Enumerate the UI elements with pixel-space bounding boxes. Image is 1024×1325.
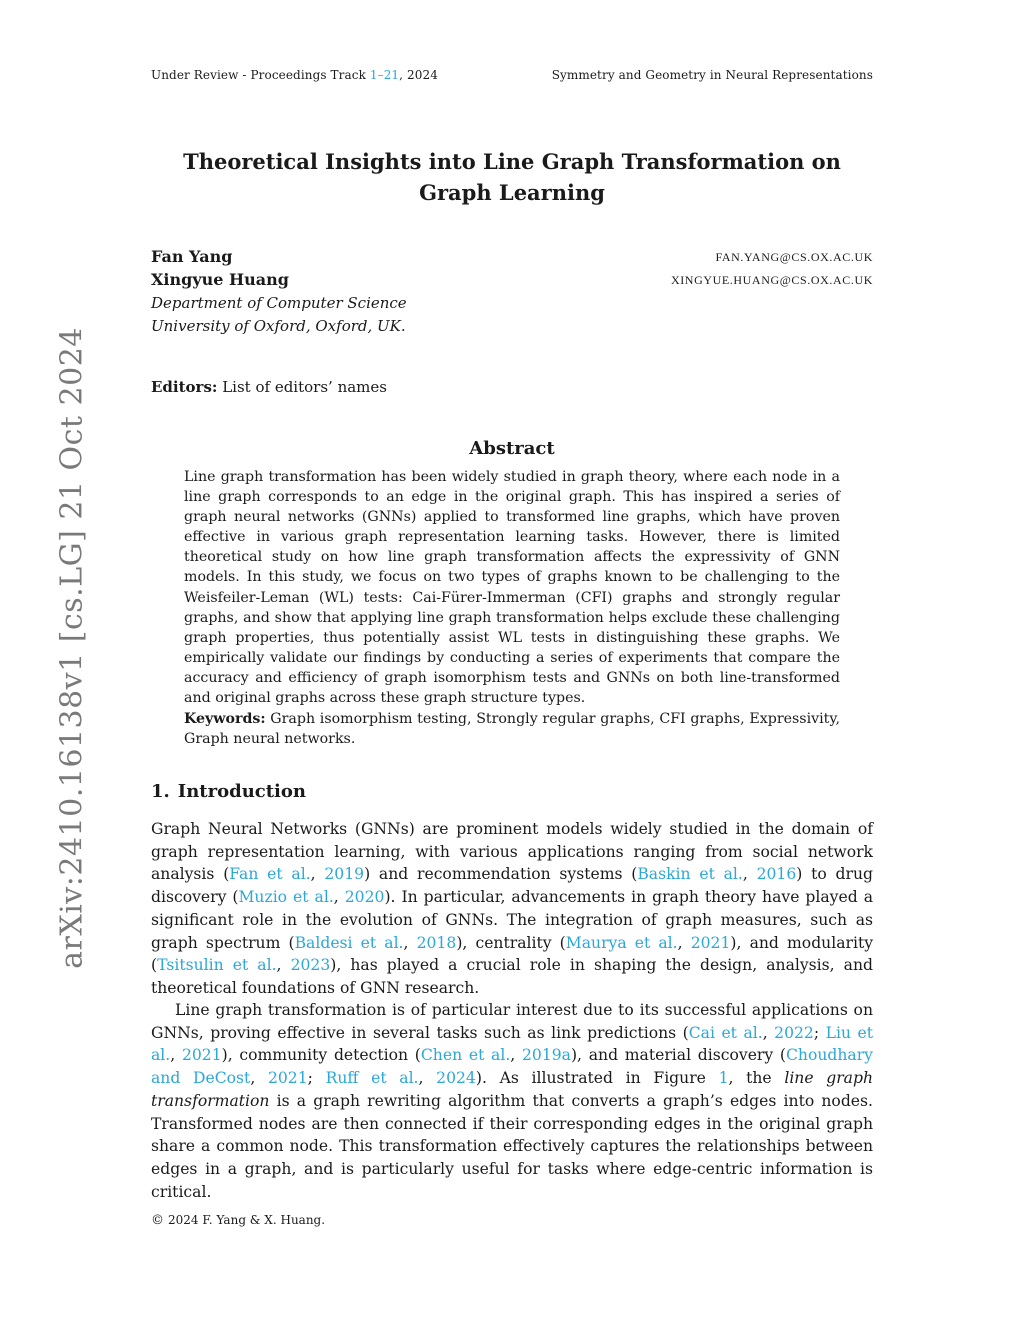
citation-link[interactable]: 2019a: [521, 1046, 571, 1065]
author-email[interactable]: FAN.YANG@CS.OX.AC.UK: [715, 250, 873, 264]
section-title: Introduction: [177, 781, 306, 802]
intro-paragraph-1: Graph Neural Networks (GNNs) are prominent models widely studied in the domain of graph representation learning, with various applications ranging from social network analysis (Fan et al., 2019) and recommendation systems (Baskin et al., 2016) to drug discovery (Muzio et al., 2020). In particular, advancements in graph theory have played a significant role in the evolution of GNNs. The integration of graph measures, such as graph spectrum (Baldesi et al., 2018), centrality (Maurya et al., 2021), and modularity (Tsitsulin et al., 2023), has played a crucial role in shaping the design, analysis, and theoretical foundations of GNN research.: [151, 820, 874, 997]
affiliation-university: University of Oxford, Oxford, UK.: [151, 317, 406, 335]
citation-link[interactable]: Ruff et al.: [325, 1069, 419, 1088]
paper-title: [151, 146, 873, 208]
copyright-footer: [151, 1213, 325, 1228]
affiliation-department: Department of Computer Science: [151, 294, 407, 312]
abstract-text: Line graph transformation has been widely studied in graph theory, where each node in a line graph corresponds to an edge in the original graph. This has inspired a series of graph neural networks (GNNs) applied to transformed line graphs, which have proven effective in various graph representation learning tasks. However, there is limited theoretical study on how line graph transformation affects the expressivity of GNN models. In this study, we focus on two types of graphs known to be challenging to the Weisfeiler-Leman (WL) tests: Cai-Fürer-Immerman (CFI) graphs and strongly regular graphs, and show that applying line graph transformation helps exclude these challenging graph properties, thus potentially assist WL tests in distinguishing these graphs. We empirically validate our findings by conducting a series of experiments that compare the accuracy and efficiency of graph isomorphism tests and GNNs on both line-transformed and original graphs across these graph structure types.: [184, 469, 840, 707]
citation-link[interactable]: Maurya et al.: [565, 933, 678, 952]
citation-link[interactable]: Muzio et al.: [238, 888, 334, 907]
title-line-2: Graph Learning: [419, 180, 605, 205]
author-row-2: [151, 270, 873, 293]
editors-line: [151, 378, 387, 396]
citation-link[interactable]: 2016: [756, 865, 797, 884]
author-name: Fan Yang: [151, 247, 233, 266]
abstract-heading: Abstract: [469, 438, 555, 459]
keywords-text: Graph isomorphism testing, Strongly regular graphs, CFI graphs, Expressivity, Graph neural networks.: [184, 711, 840, 748]
citation-link[interactable]: 2023: [290, 956, 331, 975]
citation-link[interactable]: Baskin et al.: [637, 865, 743, 884]
citation-link[interactable]: 2021: [181, 1046, 222, 1065]
citation-link[interactable]: 2020: [344, 888, 385, 907]
citation-link[interactable]: Choudhary and DeCost: [151, 1046, 873, 1088]
author-row-1: [151, 247, 873, 270]
copyright-icon: ©: [151, 1213, 164, 1228]
keywords: [184, 709, 840, 749]
page-range-link[interactable]: 1–21: [369, 68, 400, 82]
keywords-label: Keywords:: [184, 711, 266, 727]
author-email[interactable]: XINGYUE.HUANG@CS.OX.AC.UK: [670, 273, 873, 287]
editors-value: List of editors’ names: [217, 378, 387, 396]
running-header-right: Symmetry and Geometry in Neural Representations: [551, 68, 873, 82]
citation-link[interactable]: Baldesi et al.: [294, 933, 404, 952]
author-name: Xingyue Huang: [151, 270, 289, 289]
intro-paragraph-2: Line graph transformation is of particular interest due to its successful applications on GNNs, proving effective in several tasks such as link predictions (Cai et al., 2022; Liu et al., 2021), community detection (Chen et al., 2019a), and material discovery (Choudhary and DeCost, 2021; Ruff et al., 2024). As illustrated in Figure 1, the line graph transformation is a graph rewriting algorithm that converts a graph’s edges into nodes. Transformed nodes are then connected if their corresponding edges in the original graph share a common node. This transformation effectively captures the relationships between edges in a graph, and is particularly useful for tasks where edge-centric information is critical.: [151, 1001, 874, 1201]
citation-link[interactable]: 2021: [267, 1069, 308, 1088]
arxiv-stamp: arXiv:2410.16138v1 [cs.LG] 21 Oct 2024: [54, 327, 90, 969]
citation-link[interactable]: 2022: [774, 1023, 814, 1042]
section-heading: [151, 781, 306, 802]
citation-link[interactable]: 2024: [436, 1069, 476, 1088]
citation-link[interactable]: Chen et al.: [420, 1046, 511, 1065]
citation-link[interactable]: 2018: [416, 933, 457, 952]
section-number: 1.: [151, 781, 170, 802]
citation-link[interactable]: 2019: [324, 865, 365, 884]
citation-link[interactable]: Tsitsulin et al.: [157, 956, 277, 975]
editors-label: Editors:: [151, 378, 218, 396]
citation-link[interactable]: Cai et al.: [688, 1023, 763, 1042]
copyright-text: 2024 F. Yang & X. Huang.: [168, 1213, 326, 1227]
emphasized-term: line graph transformation: [151, 1069, 874, 1110]
running-header-left: Under Review - Proceedings Track 1–21, 2024: [151, 68, 438, 82]
citation-link[interactable]: 2021: [690, 933, 731, 952]
citation-link[interactable]: Fan et al.: [229, 865, 311, 884]
citation-link[interactable]: Liu et al.: [151, 1023, 874, 1065]
title-line-1: Theoretical Insights into Line Graph Transformation on: [183, 149, 841, 174]
figure-ref-link[interactable]: 1: [718, 1069, 729, 1088]
